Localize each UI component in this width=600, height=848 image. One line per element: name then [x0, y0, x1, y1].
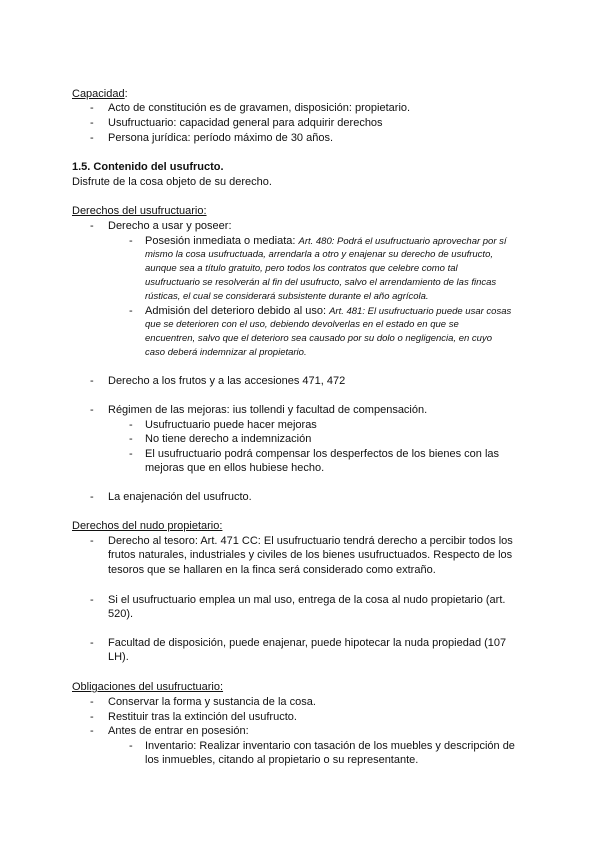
list-item: Si el usufructuario emplea un mal uso, entrega de la cosa al nudo propietario (art.	[108, 594, 506, 606]
article-line: que se deterioren con el uso, debiendo devolverlas en el estado en que se	[145, 319, 459, 330]
bullet: -	[90, 637, 94, 649]
obligaciones-heading: Obligaciones del usufructuario:	[72, 681, 224, 693]
list-item: La enajenación del usufructo.	[108, 491, 252, 503]
bullet: -	[129, 433, 133, 445]
derechos-nudo-heading: Derechos del nudo propietario:	[72, 520, 223, 532]
list-item: Usufructuario puede hacer mejoras	[145, 419, 317, 431]
list-item: Antes de entrar en posesión:	[108, 725, 249, 737]
list-item: Persona jurídica: período máximo de 30 años.	[108, 132, 334, 144]
list-item-continuation: LH).	[108, 651, 129, 663]
bullet: -	[129, 419, 133, 431]
bullet: -	[129, 235, 133, 247]
article-line: caso deberá indemnizar al propietario.	[145, 347, 307, 358]
bullet: -	[90, 117, 94, 129]
section-title: 1.5. Contenido del usufructo.	[72, 161, 224, 173]
list-item: Facultad de disposición, puede enajenar, puede hipotecar la nuda propiedad (107	[108, 637, 507, 649]
article-line: mismo la cosa usufructuada, arrendarla a otro y enajenar su derecho de usufructo,	[145, 249, 493, 260]
list-item-continuation: mejoras que en ellos hubiese hecho.	[145, 462, 325, 474]
list-item: Restituir tras la extinción del usufructo.	[108, 711, 297, 723]
bullet: -	[90, 132, 94, 144]
list-item-continuation: frutos naturales, industriales y civiles de los bienes usufructuados. Respecto de los	[108, 549, 513, 561]
list-item-continuation: tesoros que se hallaren en la finca será considerado como extraño.	[108, 564, 436, 576]
list-item: Derecho al tesoro: Art. 471 CC: El usufructuario tendrá derecho a percibir todos los	[108, 535, 513, 547]
article-line: aunque sea a título gratuito, pero todos los contratos que celebre como tal	[145, 263, 458, 274]
bullet: -	[90, 696, 94, 708]
list-item: Derecho a los frutos y a las accesiones 471, 472	[108, 375, 346, 387]
article-line: encuentren, salvo que el deterioro sea causado por su dolo o negligencia, en cuyo	[145, 333, 492, 344]
bullet: -	[90, 220, 94, 232]
article-line: rústicas, el cual se considerará subsistente durante el año agrícola.	[145, 291, 429, 302]
list-item: Usufructuario: capacidad general para adquirir derechos	[108, 117, 383, 129]
bullet: -	[129, 305, 133, 317]
deterioro-item: Admisión del deterioro debido al uso: Art. 481: El usufructuario puede usar cosas	[145, 305, 512, 317]
derechos-usufructuario-heading: Derechos del usufructuario:	[72, 205, 207, 217]
bullet: -	[90, 102, 94, 114]
list-item: Inventario: Realizar inventario con tasación de los muebles y descripción de	[145, 740, 515, 752]
posesion-item: Posesión inmediata o mediata: Art. 480: Podrá el usufructuario aprovechar por sí	[145, 235, 507, 247]
bullet: -	[129, 740, 133, 752]
article-line: usufructuario se resolverán al fin del usufructo, salvo el arrendamiento de las fincas	[145, 277, 497, 288]
bullet: -	[90, 594, 94, 606]
bullet: -	[90, 725, 94, 737]
bullet: -	[90, 491, 94, 503]
list-item: Derecho a usar y poseer:	[108, 220, 232, 232]
bullet: -	[129, 448, 133, 460]
list-item: El usufructuario podrá compensar los desperfectos de los bienes con las	[145, 448, 500, 460]
bullet: -	[90, 711, 94, 723]
list-item: Régimen de las mejoras: ius tollendi y facultad de compensación.	[108, 404, 428, 416]
bullet: -	[90, 535, 94, 547]
list-item-continuation: 520).	[108, 608, 134, 620]
bullet: -	[90, 404, 94, 416]
bullet: -	[90, 375, 94, 387]
list-item: Conservar la forma y sustancia de la cosa.	[108, 696, 316, 708]
list-item: No tiene derecho a indemnización	[145, 433, 312, 445]
list-item: Acto de constitución es de gravamen, disposición: propietario.	[108, 102, 411, 114]
capacidad-heading: Capacidad:	[72, 88, 128, 100]
section-intro: Disfrute de la cosa objeto de su derecho.	[72, 176, 272, 188]
list-item-continuation: los inmuebles, citando al propietario o su representante.	[145, 754, 419, 766]
